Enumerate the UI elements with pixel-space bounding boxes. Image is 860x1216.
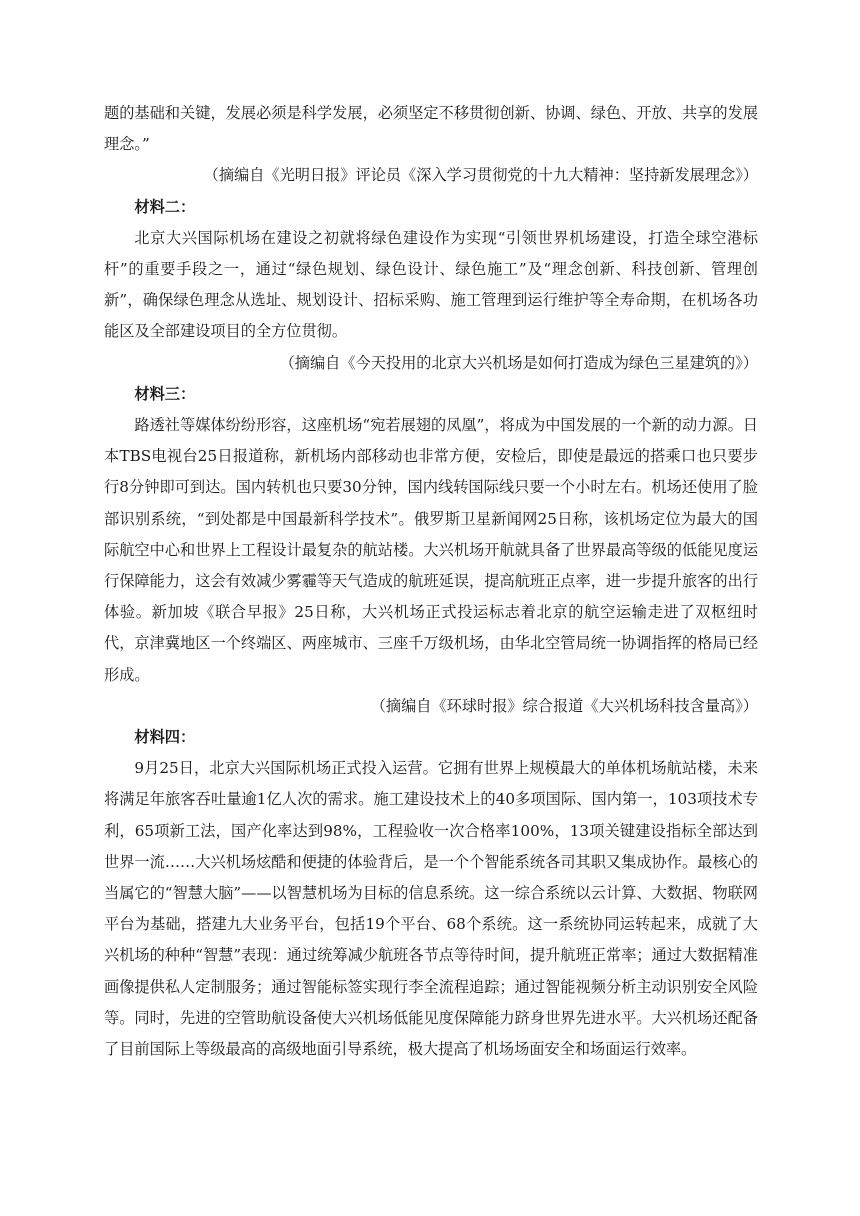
document-page: [104, 98, 758, 1065]
material3-heading: 材料三：: [134, 384, 196, 403]
material2-paragraph: 北京大兴国际机场在建设之初就将绿色建设作为实现“引领世界机场建设，打造全球空港标杆”的重要手段之一，通过“绿色规划、绿色设计、绿色施工”及“理念创新、科技创新、管理创新”，确保绿色理念从选址、规划设计、招标采购、施工管理到运行维护等全寿命期，在机场各功能区及全部建设项目的全方位贯彻。: [104, 228, 758, 341]
material4-heading: 材料四：: [134, 728, 196, 747]
material2-heading: 材料二：: [134, 197, 196, 216]
material4-paragraph: 9月25日，北京大兴国际机场正式投入运营。它拥有世界上规模最大的单体机场航站楼，未来将满足年旅客吞吐量逾1亿人次的需求。施工建设技术上的40多项国际、国内第一，103项技术专利，65项新工法，国产化率达到98%，工程验收一次合格率100%，13项关键建设指标全部达到世界一流……大兴机场炫酷和便捷的体验背后，是一个个智能系统各司其职又集成协作。最核心的当属它的“智慧大脑”——以智慧机场为目标的信息系统。这一综合系统以云计算、大数据、物联网平台为基础，搭建九大业务平台，包括19个平台、68个系统。这一系统协同运转起来，成就了大兴机场的种种“智慧”表现：通过统筹减少航班各节点等待时间，提升航班正常率；通过大数据精准画像提供私人定制服务；通过智能标签实现行李全流程追踪；通过智能视频分析主动识别安全风险等。同时，先进的空管助航设备使大兴机场低能见度保障能力跻身世界先进水平。大兴机场还配备了目前国际上等级最高的高级地面引导系统，极大提高了机场场面安全和场面运行效率。: [104, 759, 758, 1059]
material3-paragraph: 路透社等媒体纷纷形容，这座机场“宛若展翅的凤凰”，将成为中国发展的一个新的动力源。日本TBS电视台25日报道称，新机场内部移动也非常方便，安检后，即使是最远的搭乘口也只要步行8分钟即可到达。国内转机也只要30分钟，国内线转国际线只要一个小时左右。机场还使用了脸部识别系统，“到处都是中国最新科学技术”。俄罗斯卫星新闻网25日称，该机场定位为最大的国际航空中心和世界上工程设计最复杂的航站楼。大兴机场开航就具备了世界最高等级的低能见度运行保障能力，这会有效减少雾霾等天气造成的航班延误，提高航班正点率，进一步提升旅客的出行体验。新加坡《联合早报》25日称，大兴机场正式投运标志着北京的航空运输走进了双枢纽时代，京津冀地区一个终端区、两座城市、三座千万级机场，由华北空管局统一协调指挥的格局已经形成。: [104, 416, 758, 684]
intro-paragraph: 题的基础和关键，发展必须是科学发展，必须坚定不移贯彻创新、协调、绿色、开放、共享的发展理念。”: [104, 104, 758, 154]
material3-source: （摘编自《环球时报》综合报道《大兴机场科技含量高》）: [370, 696, 758, 715]
material2-source: （摘编自《今天投用的北京大兴机场是如何打造成为绿色三星建筑的》）: [279, 353, 758, 372]
intro-source: （摘编自《光明日报》评论员《深入学习贯彻党的十九大精神：坚持新发展理念》）: [203, 166, 758, 185]
